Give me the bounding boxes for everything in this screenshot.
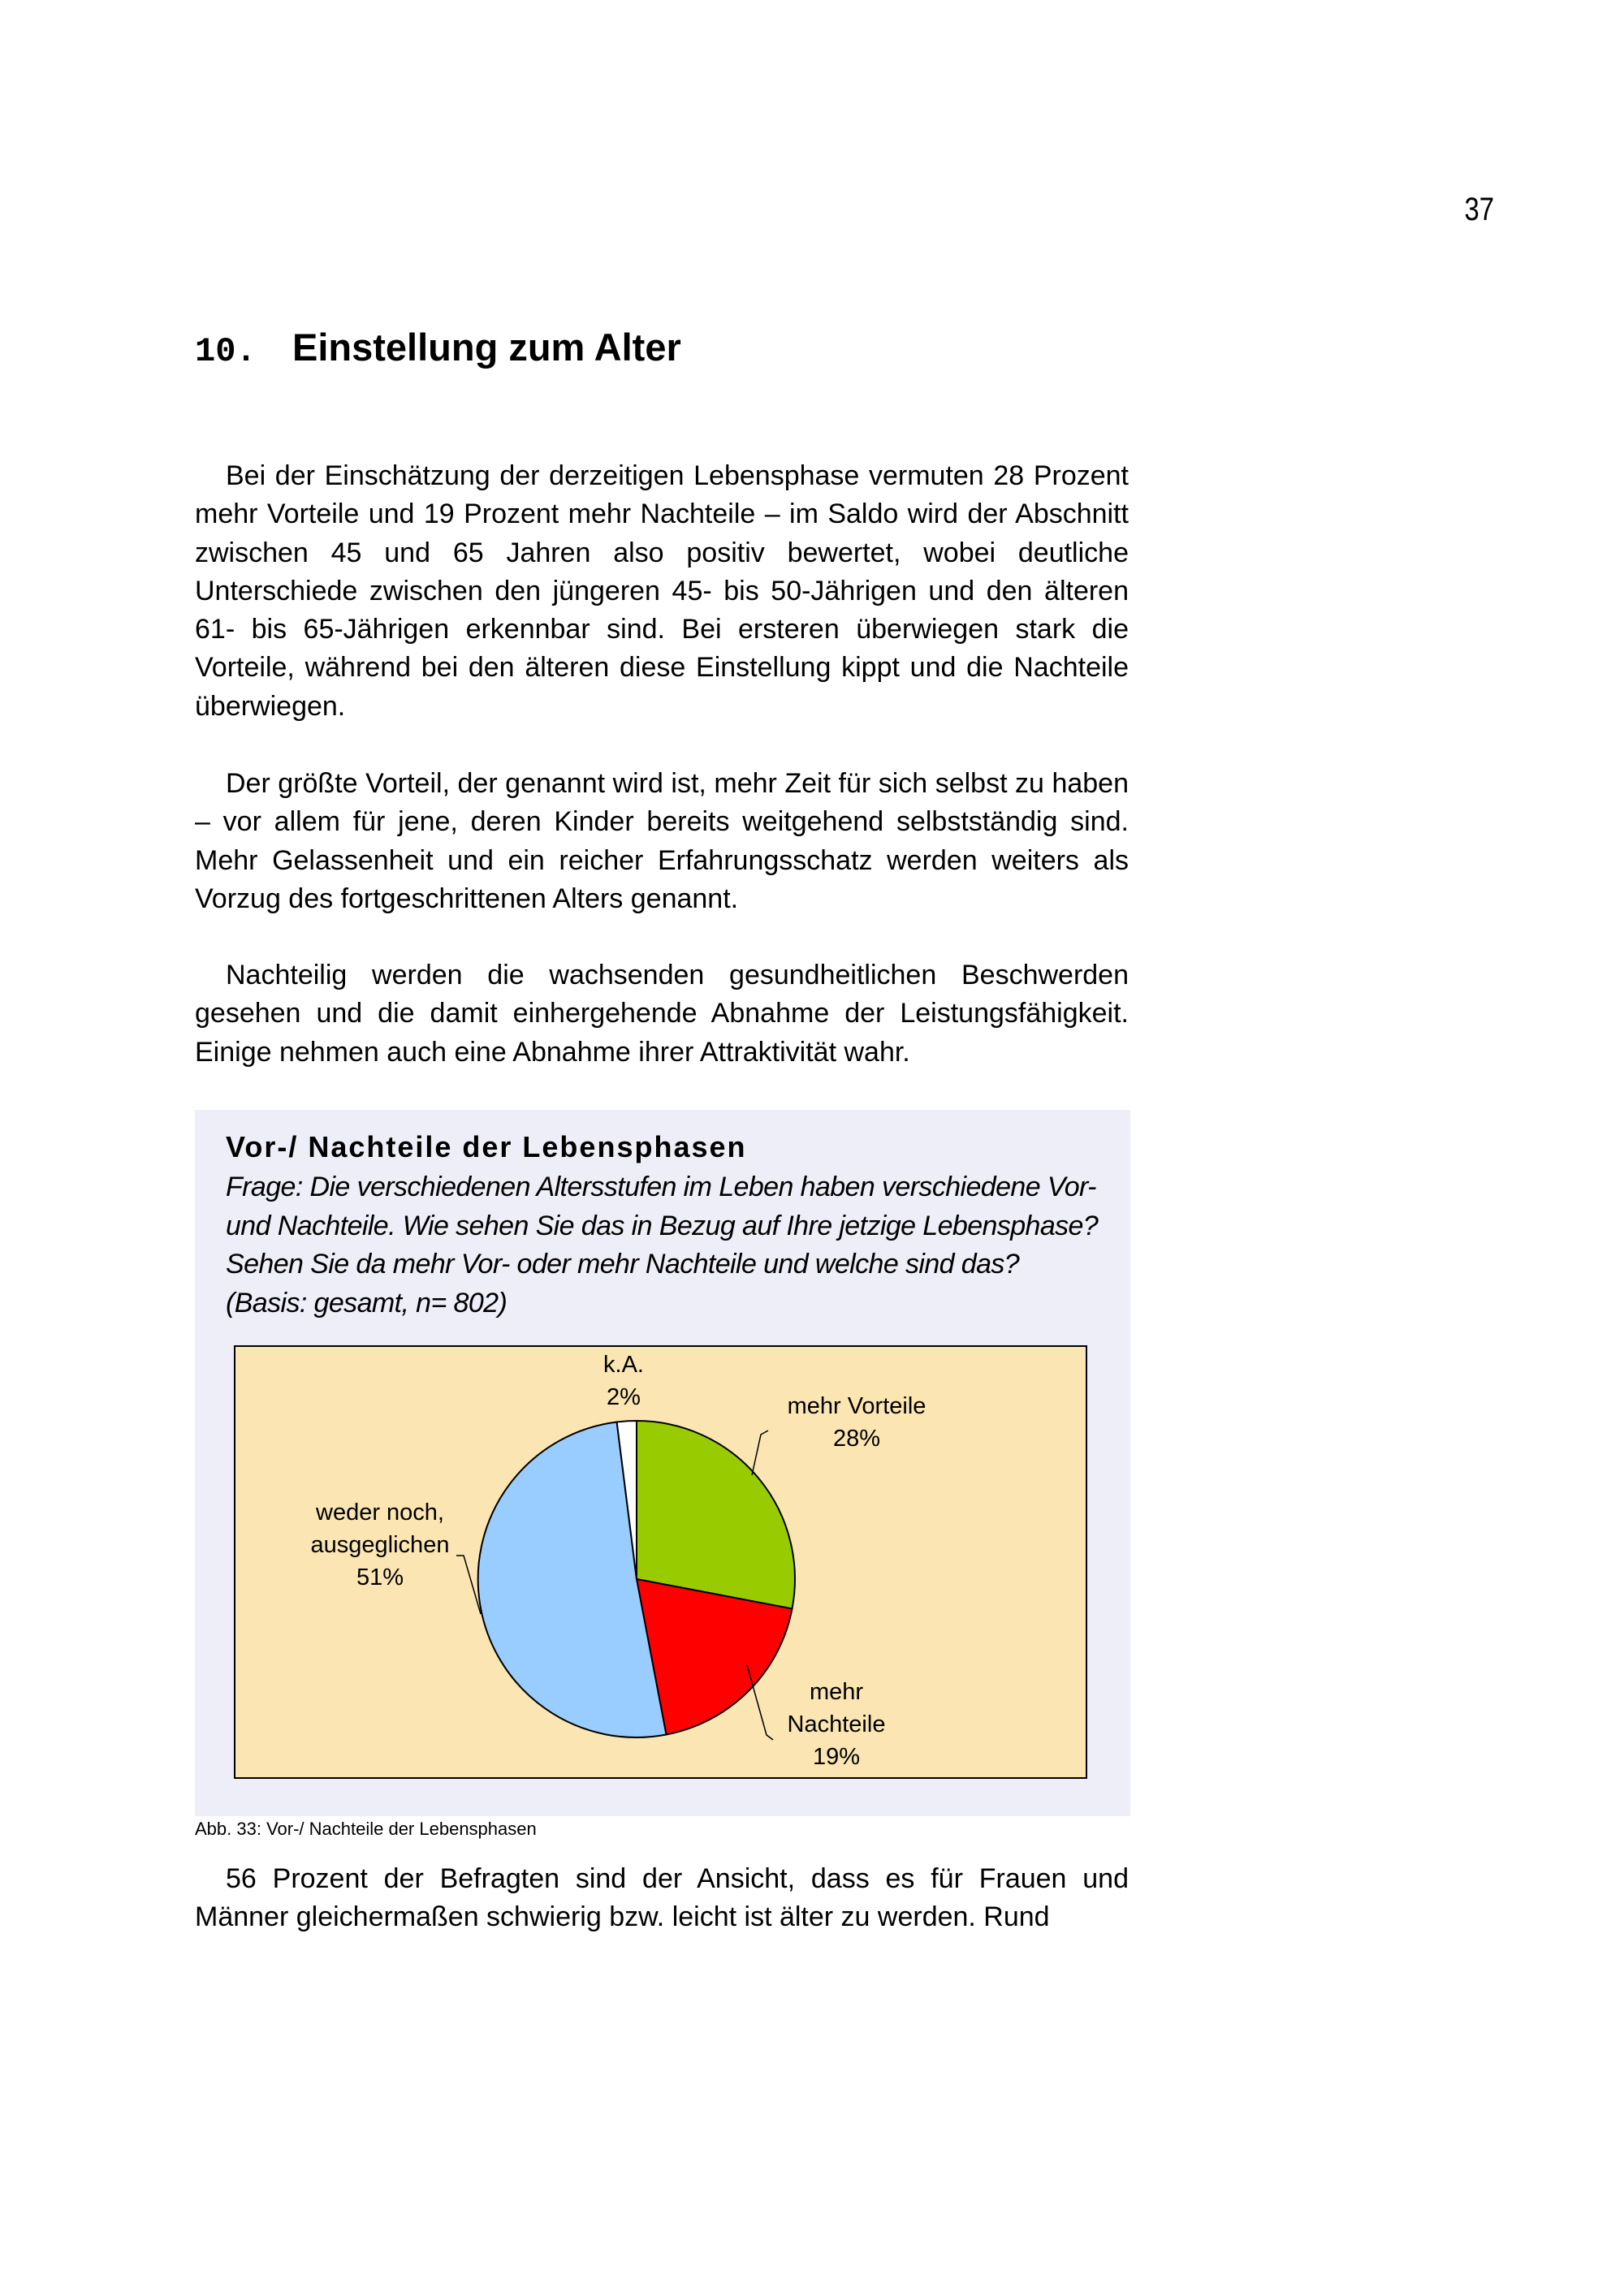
chart-title: Vor-/ Nachteile der Lebensphasen	[226, 1130, 747, 1163]
leader-line	[456, 1556, 481, 1614]
figure-caption: Abb. 33: Vor-/ Nachteile der Lebensphasen	[195, 1819, 537, 1839]
slice-label-keine-angabe: k.A. 2%	[603, 1352, 644, 1410]
pie-chart	[235, 1347, 1086, 1777]
paragraph-2: Der größte Vorteil, der genannt wird ist, mehr Zeit für sich selbst zu haben – vor allem für jene, deren Kinder bereits weitgehend selbstständig sind. Mehr Gelassenheit und ein reicher Erfahrungsschatz werden weiters als Vorzug des fortgeschrittenen Alters genannt.	[195, 768, 1129, 914]
leader-line	[752, 1431, 768, 1475]
chart-plot-area	[234, 1345, 1087, 1779]
slice-label-mehr-vorteile: mehr Vorteile 28%	[787, 1393, 926, 1452]
chart-figure	[195, 1110, 1130, 1816]
chart-question: Frage: Die verschiedenen Altersstufen im Leben haben verschiedene Vor- und Nachteile. Wie sehen Sie das in Bezug auf Ihre jetzige Lebensphase? Sehen Sie da mehr Vor- oder mehr Nachteile und welche sind das? (Basis: gesamt, n= 802)	[226, 1172, 1099, 1318]
slice-label-weder-noch: weder noch, ausgeglichen 51%	[310, 1500, 450, 1590]
section-heading	[195, 325, 681, 371]
section-title: Einstellung zum Alter	[292, 326, 681, 369]
paragraph-4: 56 Prozent der Befragten sind der Ansicht, dass es für Frauen und Männer gleichermaßen schwierig bzw. leicht ist älter zu werden. Rund	[195, 1863, 1129, 1933]
slice-label-mehr-nachteile: mehr Nachteile 19%	[787, 1679, 886, 1770]
paragraph-3: Nachteilig werden die wachsenden gesundheitlichen Beschwerden gesehen und die damit einhergehende Abnahme der Leistungsfähigkeit. Einige nehmen auch eine Abnahme ihrer Attraktivität wahr.	[195, 960, 1129, 1068]
slice-mehr-vorteile	[637, 1421, 795, 1609]
paragraph-1: Bei der Einschätzung der derzeitigen Lebensphase vermuten 28 Prozent mehr Vorteile und 19 Prozent mehr Nachteile – im Saldo wird der Abschnitt zwischen 45 und 65 Jahren also positiv bewertet, wobei deutliche Unterschiede zwischen den jüngeren 45- bis 50-Jährigen und den älteren 61- bis 65-Jährigen erkennbar sind. Bei ersteren überwiegen stark die Vorteile, während bei den älteren diese Einstellung kippt und die Nachteile überwiegen.	[195, 460, 1129, 722]
page-number: 37	[1464, 192, 1494, 227]
section-number: 10.	[195, 332, 257, 371]
